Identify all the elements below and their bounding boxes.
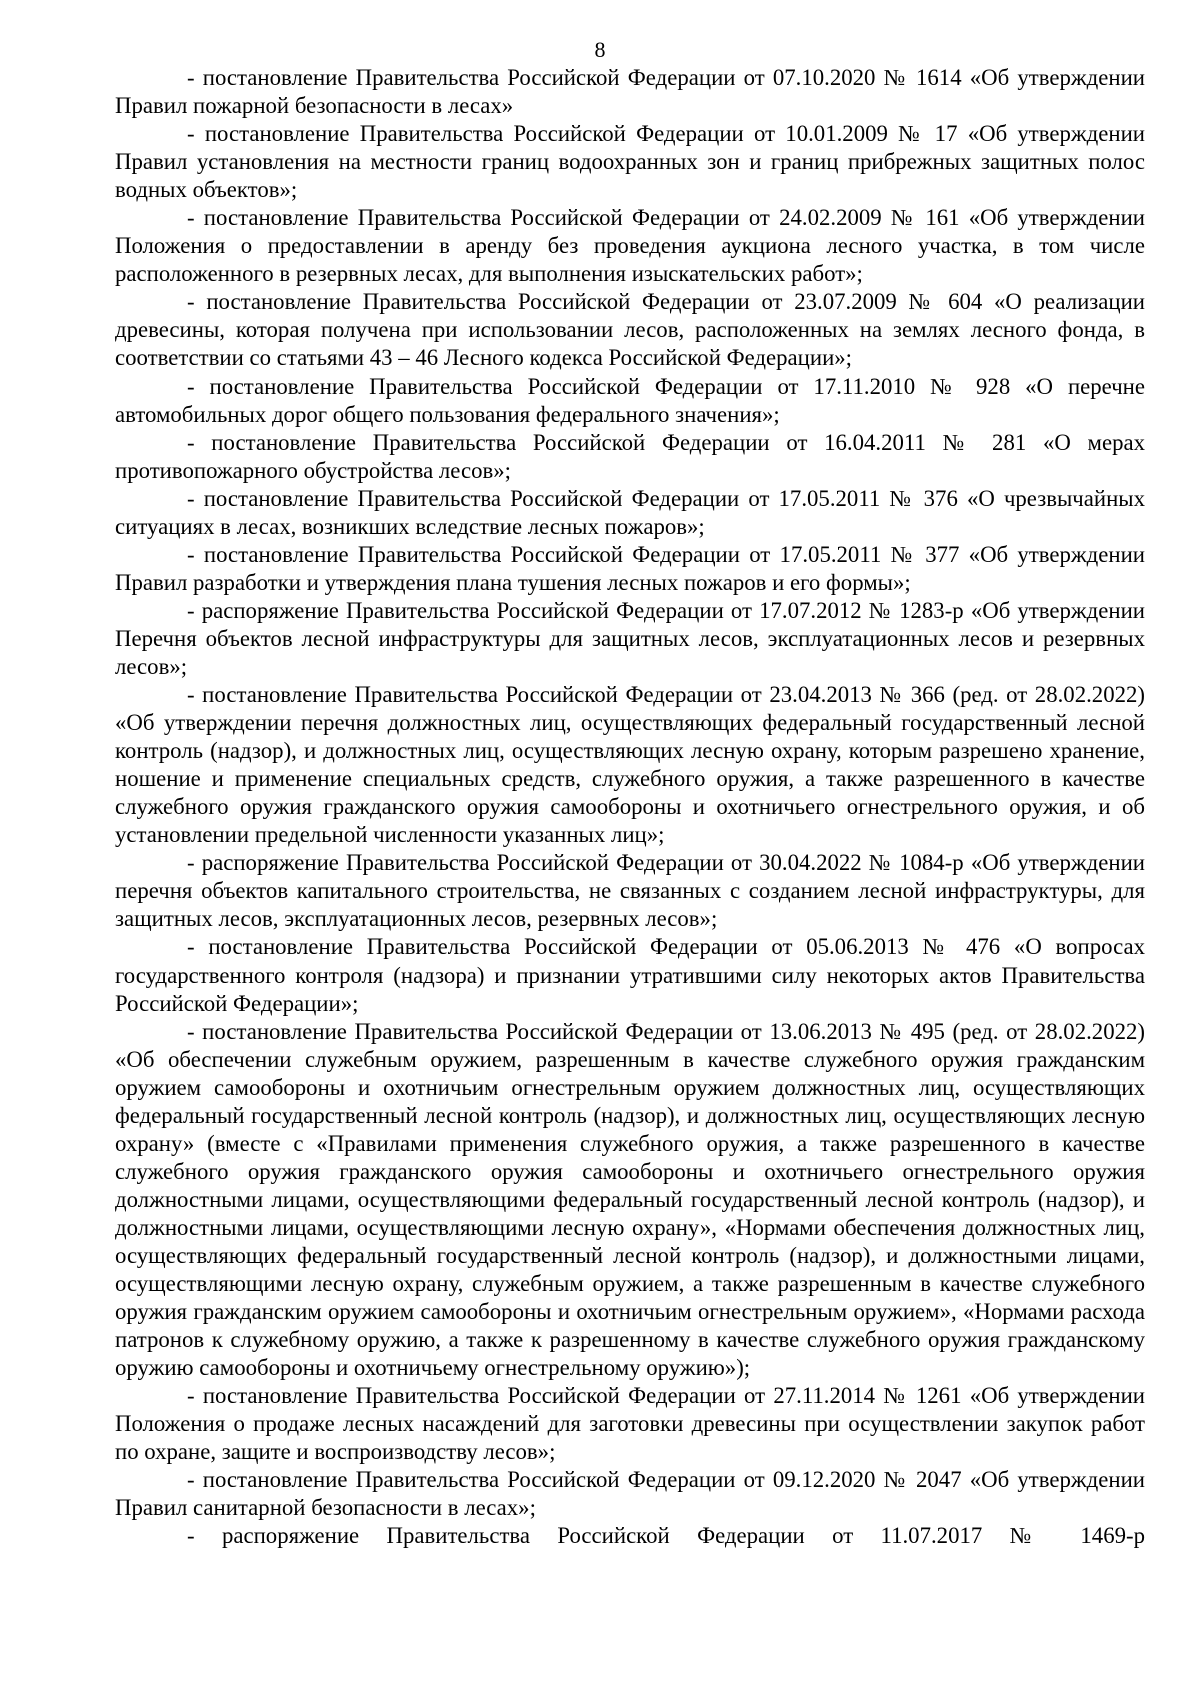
list-item: - постановление Правительства Российской Федерации от 23.07.2009 № 604 «О реализации древесины, которая получена при использовании лесов, расположенных на землях лесного фонда, в соответствии со статьями 43 – 46 Лесного кодекса Российской Федерации»; xyxy=(115,289,1145,371)
list-item: - постановление Правительства Российской Федерации от 27.11.2014 № 1261 «Об утверждении Положения о продаже лесных насаждений для заготовки древесины при осуществлении закупок работ по охране, защите и воспроизводству лесов»; xyxy=(115,1383,1145,1465)
list-item: - постановление Правительства Российской Федерации от 09.12.2020 № 2047 «Об утверждении Правил санитарной безопасности в лесах»; xyxy=(115,1467,1145,1521)
list-item: - постановление Правительства Российской Федерации от 07.10.2020 № 1614 «Об утверждении Правил пожарной безопасности в лесах» xyxy=(115,65,1145,119)
list-item: - постановление Правительства Российской Федерации от 05.06.2013 № 476 «О вопросах государственного контроля (надзора) и признании утратившими силу некоторых актов Правительства Российской Федерации»; xyxy=(115,934,1145,1016)
list-item: - постановление Правительства Российской Федерации от 17.11.2010 № 928 «О перечне автомобильных дорог общего пользования федерального значения»; xyxy=(115,373,1145,427)
list-item: - распоряжение Правительства Российской Федерации от 17.07.2012 № 1283-р «Об утверждении Перечня объектов лесной инфраструктуры для защитных лесов, эксплуатационных лесов и резервных лесов»; xyxy=(115,597,1145,679)
list-item: - постановление Правительства Российской Федерации от 23.04.2013 № 366 (ред. от 28.02.2022) «Об утверждении перечня должностных лиц, осуществляющих федеральный государственный лесной контроль (надзор), и должностных лиц, осуществляющих лесную охрану, которым разрешено хранение, ношение и применение специальных средств, служебного оружия, а также разрешенного в качестве служебного оружия гражданского оружия самообороны и охотничьего огнестрельного оружия, и об установлении предельной численности указанных лиц»; xyxy=(115,682,1145,848)
document-body xyxy=(115,64,1145,1550)
list-item: - постановление Правительства Российской Федерации от 17.05.2011 № 377 «Об утверждении Правил разработки и утверждения плана тушения лесных пожаров и его формы»; xyxy=(115,541,1145,595)
page-number: 8 xyxy=(594,37,606,62)
list-item: - постановление Правительства Российской Федерации от 10.01.2009 № 17 «Об утверждении Правил установления на местности границ водоохранных зон и границ прибрежных защитных полос водных объектов»; xyxy=(115,121,1145,203)
list-item: - распоряжение Правительства Российской Федерации от 30.04.2022 № 1084-р «Об утверждении перечня объектов капитального строительства, не связанных с созданием лесной инфраструктуры, для защитных лесов, эксплуатационных лесов, резервных лесов»; xyxy=(115,850,1145,932)
list-item: - постановление Правительства Российской Федерации от 13.06.2013 № 495 (ред. от 28.02.2022) «Об обеспечении служебным оружием, разрешенным в качестве служебного оружия гражданским оружием самообороны и охотничьим огнестрельным оружием должностных лиц, осуществляющих федеральный государственный лесной контроль (надзор), и должностных лиц, осуществляющих лесную охрану» (вместе с «Правилами применения служебного оружия, а также разрешенного в качестве служебного оружия гражданского оружия самообороны и охотничьего огнестрельного оружия должностными лицами, осуществляющими федеральный государственный лесной контроль (надзор), и должностными лицами, осуществляющими лесную охрану», «Нормами обеспечения должностных лиц, осуществляющих федеральный государственный лесной контроль (надзор), и должностными лицами, осуществляющими лесную охрану, служебным оружием, а также разрешенным в качестве служебного оружия гражданским оружием самообороны и охотничьим огнестрельным оружием», «Нормами расхода патронов к служебному оружию, а также к разрешенному в качестве служебного оружия гражданскому оружию самообороны и охотничьему огнестрельному оружию»); xyxy=(115,1018,1145,1381)
list-item: - постановление Правительства Российской Федерации от 24.02.2009 № 161 «Об утверждении Положения о предоставлении в аренду без проведения аукциона лесного участка, в том числе расположенного в резервных лесах, для выполнения изыскательских работ»; xyxy=(115,205,1145,287)
list-item: - постановление Правительства Российской Федерации от 17.05.2011 № 376 «О чрезвычайных ситуациях в лесах, возникших вследствие лесных пожаров»; xyxy=(115,485,1145,539)
list-item: - постановление Правительства Российской Федерации от 16.04.2011 № 281 «О мерах противопожарного обустройства лесов»; xyxy=(115,429,1145,483)
list-item: - распоряжение Правительства Российской Федерации от 11.07.2017 № 1469-р xyxy=(187,1523,1145,1549)
